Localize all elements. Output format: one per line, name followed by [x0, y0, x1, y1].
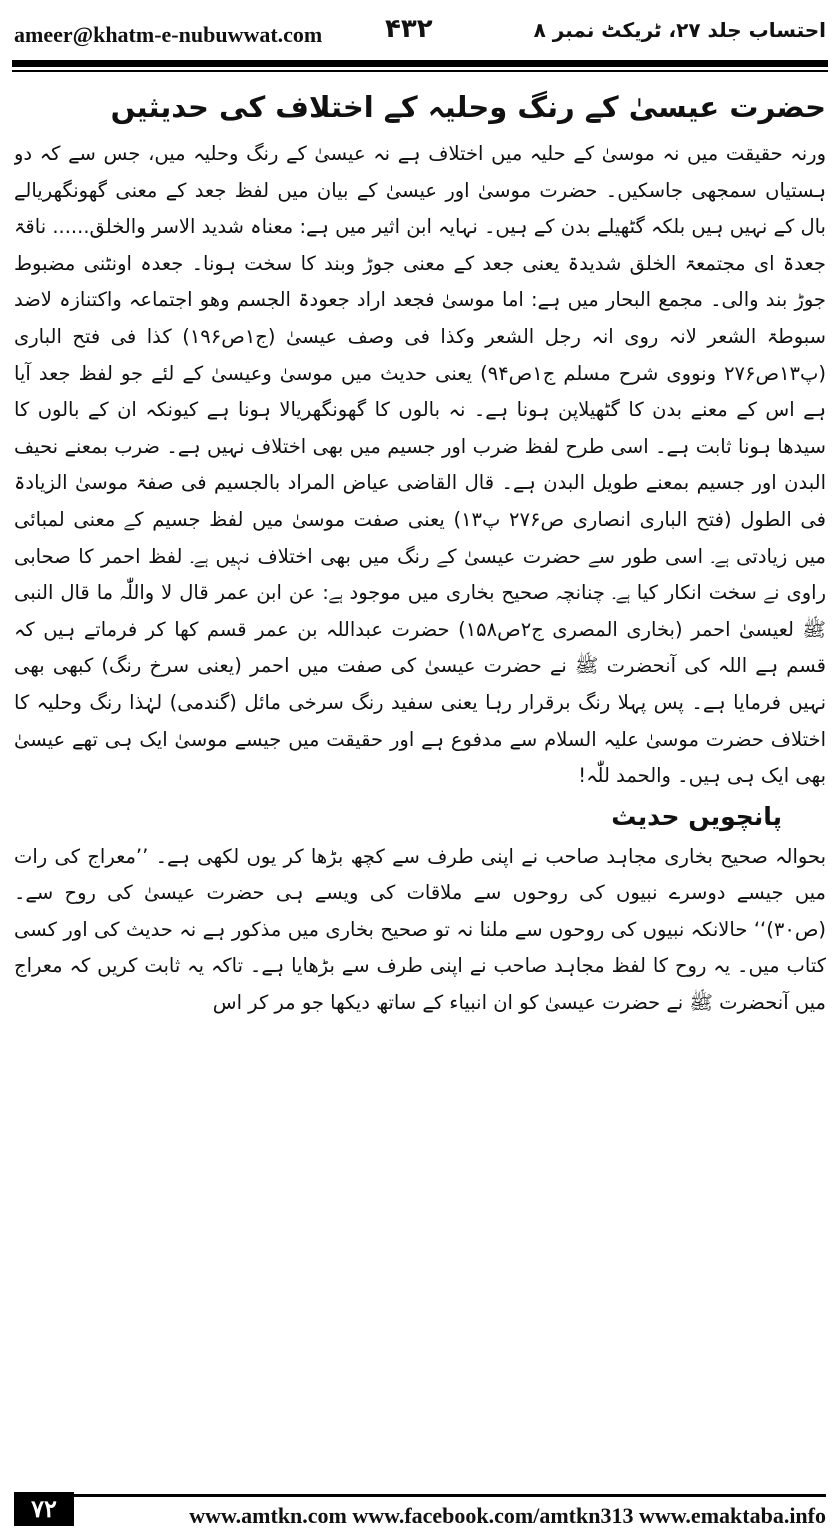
page-header: [0, 0, 840, 62]
footer-rule: [14, 1494, 826, 1497]
header-rule-thick: [12, 60, 828, 67]
header-rule-thin: [12, 70, 828, 72]
body-paragraph-1: ورنہ حقیقت میں نہ موسیٰ کے حلیہ میں اختلاف ہے نہ عیسیٰ کے رنگ وحلیہ میں، جس سے کہ دو ہستیاں سمجھی جاسکیں۔ حضرت موسیٰ اور عیسیٰ کے بیان میں لفظ جعد کے معنی گھونگھریالے بال کے نہیں ہیں بلکہ گٹھیلے بدن کے ہیں۔ نہایہ ابن اثیر میں ہے: معناہ شدید الاسر والخلق...... ناقۃ جعدۃ ای مجتمعۃ الخلق شدیدۃ یعنی جعد کے معنی جوڑ وبند کا سخت ہونا۔ جعدہ اونٹنی مضبوط جوڑ بند والی۔ مجمع البحار میں ہے: اما موسیٰ فجعد اراد جعودۃ الجسم وھو اجتماعہ واکتنازہ لاضد سبوطۃ الشعر لانہ روی انہ رجل الشعر وکذا فی وصف عیسیٰ (ج۱ص۱۹۶) کذا فی فتح الباری (پ۱۳ص۲۷۶ ونووی شرح مسلم ج۱ص۹۴) یعنی حدیث میں موسیٰ وعیسیٰ کے لئے جو لفظ جعد آیا ہے اس کے معنے بدن کا گٹھیلاپن ہونا ہے۔ نہ بالوں کا گھونگھریالا ہونا ہے کیونکہ ان کے بالوں کا سیدھا ہونا ثابت ہے۔ اسی طرح لفظ ضرب اور جسیم میں بھی اختلاف نہیں ہے۔ ضرب بمعنے نحیف البدن اور جسیم بمعنے طویل البدن ہے۔ قال القاضی عیاض المراد بالجسیم فی صفۃ موسیٰ الزیادۃ فی الطول (فتح الباری انصاری ص۲۷۶ پ۱۳) یعنی صفت موسیٰ میں لفظ جسیم کے معنی لمبائی میں زیادتی ہے۔ اسی طور سے حضرت عیسیٰ کے رنگ میں بھی اختلاف نہیں ہے۔ لفظ احمر کا صحابی راوی نے سخت انکار کیا ہے۔ چنانچہ صحیح بخاری میں موجود ہے: عن ابن عمر قال لا واللّٰہ ما قال النبی ﷺ لعیسیٰ احمر (بخاری المصری ج۲ص۱۵۸) حضرت عبداللہ بن عمر قسم کھا کر فرماتے ہیں کہ قسم ہے اللہ کی آنحضرت ﷺ نے حضرت عیسیٰ کی صفت میں احمر (یعنی سرخ رنگ) کبھی بھی نہیں فرمایا ہے۔ پس پہلا رنگ برقرار رہا یعنی سفید رنگ سرخی مائل (گندمی) لہٰذا رنگ وحلیہ کا اختلاف حضرت موسیٰ علیہ السلام سے مدفوع ہے اور حقیقت میں جیسے موسیٰ ایک ہی تھے عیسیٰ بھی ایک ہی ہیں۔ والحمد للّٰہ!: [14, 142, 826, 788]
footer-urls: www.amtkn.com www.facebook.com/amtkn313 www.emaktaba.info: [189, 1503, 826, 1528]
section-heading: حضرت عیسیٰ کے رنگ وحلیہ کے اختلاف کی حدیثیں: [110, 90, 826, 124]
page-body: [14, 78, 826, 1480]
header-running-title: احتساب جلد ۲۷، ٹریکٹ نمبر ۸: [533, 18, 826, 42]
body-paragraph-2: بحوالہ صحیح بخاری مجاہد صاحب نے اپنی طرف سے کچھ بڑھا کر یوں لکھی ہے۔ ’’معراج کی رات میں جیسے دوسرے نبیوں کی روحوں سے ملاقات کی ویسے ہی حضرت عیسیٰ کی روح سے۔ (ص۳۰)‘‘ حالانکہ نبیوں کی روحوں سے ملنا نہ تو صحیح بخاری میں مذکور ہے نہ حدیث کی اور کسی کتاب میں۔ یہ روح کا لفظ مجاہد صاحب نے اپنی طرف سے بڑھایا ہے۔ تاکہ یہ ثابت کریں کہ معراج میں آنحضرت ﷺ نے حضرت عیسیٰ کو ان انبیاء کے ساتھ دیکھا جو مر کر اس: [14, 844, 826, 1015]
header-page-number: ۴۳۲: [385, 14, 433, 44]
header-email: ameer@khatm-e-nubuwwat.com: [14, 22, 323, 47]
section-subheading: پانچویں حدیث: [611, 801, 782, 831]
footer-page-number: ۷۲: [14, 1492, 74, 1526]
